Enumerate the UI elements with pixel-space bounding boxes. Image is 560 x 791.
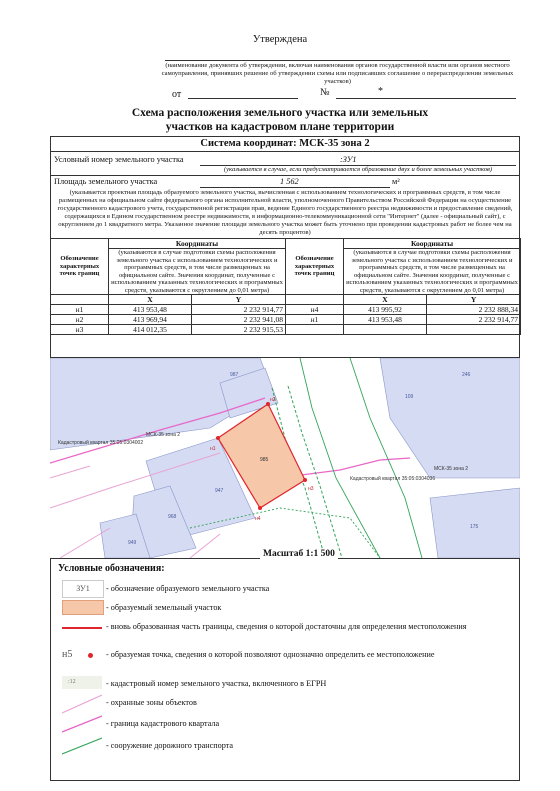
y-value: 2 232 888,34 xyxy=(427,305,521,315)
blank-cell xyxy=(427,325,521,335)
quarter-label: Кадастровый квартал 35:05:0304036 xyxy=(350,476,436,482)
legend-text: - граница кадастрового квартала xyxy=(106,719,220,728)
y-value: 2 232 915,53 xyxy=(192,325,286,335)
x-value: 413 953,48 xyxy=(344,315,427,325)
legend-text: - охранные зоны объектов xyxy=(106,698,197,707)
msk-label: МСК-35 зона 2 xyxy=(434,466,469,472)
col-coords-header: Координаты xyxy=(109,239,286,249)
point-marker xyxy=(258,506,262,510)
divider xyxy=(50,151,520,152)
map-svg xyxy=(50,358,520,558)
point-marker xyxy=(216,436,220,440)
col-points-header: Обозначение характерных точек границ xyxy=(286,239,344,295)
cadastral-map xyxy=(50,357,520,558)
point-label: н1 xyxy=(286,315,344,325)
point-label: н4 xyxy=(255,516,261,522)
document-title xyxy=(60,106,500,134)
area-line xyxy=(200,187,390,188)
legend-text: - вновь образованная часть границы, сведения о которой достаточны для определения местоположения xyxy=(106,622,467,631)
road-line xyxy=(300,358,380,558)
point-label: н4 xyxy=(286,305,344,315)
point-marker xyxy=(303,478,307,482)
number-line xyxy=(336,98,516,99)
parcel-number-label: 175 xyxy=(470,524,479,530)
parcel-number-label: 246 xyxy=(462,372,471,378)
point-label: н2 xyxy=(270,397,276,403)
y-header: Y xyxy=(427,295,521,305)
col-coords-header: Координаты xyxy=(344,239,521,249)
legend-sample-boundary xyxy=(62,627,102,629)
red-dot-icon xyxy=(88,653,93,658)
legend-sample-parcel xyxy=(62,600,104,615)
msk-label: МСК-35 зона 2 xyxy=(146,432,181,438)
x-value: 414 012,35 xyxy=(109,325,192,335)
blank-cell xyxy=(51,295,109,305)
area-value: 1 562 xyxy=(280,177,299,186)
quarter-label: Кадастровый квартал 35:05:0304002 xyxy=(58,440,144,446)
y-value: 2 232 914,77 xyxy=(427,315,521,325)
coordinate-system: Система координат: МСК-35 зона 2 xyxy=(200,138,370,149)
number-label: № xyxy=(320,87,330,98)
title-line-1: Схема расположения земельного участка или земельных xyxy=(131,107,429,119)
area-label: Площадь земельного участка xyxy=(54,177,158,186)
coords-note: (указываются в случае подготовки схемы расположения земельного участка с использованием технологических и программных средств, в том числе размещенных на официальном сайте. Значения координат, полученные с использованием указанных технологических и программных средств, указываются с округлением до 0,01 метра) xyxy=(344,249,521,295)
x-value: 413 953,48 xyxy=(109,305,192,315)
legend-item xyxy=(58,736,518,756)
parcel-number-label: 985 xyxy=(260,457,269,463)
area-note: (указывается проектная площадь образуемого земельного участка, вычисленная с использованием технологических и программных средств, в том числе размещенных на официальном сайте федерального органа исполнительной власти, уполномоченного Правительством Российской Федерации на осуществление государственного кадастрового учета, государственной регистрации прав, ведение Единого государственного реестра недвижимости и предоставление сведений, содержащихся в Едином государственном реестре недвижимости, в информационно-телекоммуникационной сети "Интернет" (далее - официальный сайт), с округлением до 1 квадратного метра. Указанное значение площади земельного участка может быть уточнено при проведении кадастровых работ не более чем на десять процентов) xyxy=(57,189,513,236)
y-value: 2 232 914,77 xyxy=(192,305,286,315)
point-label: н1 xyxy=(210,446,216,452)
approved-heading: Утверждена xyxy=(252,34,308,45)
from-label: от xyxy=(172,89,182,100)
parcel-label: Условный номер земельного участка xyxy=(54,155,184,164)
coordinates-table xyxy=(50,238,521,335)
parcel-number-label: 947 xyxy=(215,488,224,494)
coords-note: (указываются в случае подготовки схемы расположения земельного участка с использованием технологических и программных средств, в том числе размещенных на официальном сайте. Значения координат, полученные с использованием указанных технологических и программных средств, указываются с округлением до 0,01 метра) xyxy=(109,249,286,295)
number-value: * xyxy=(378,86,383,97)
point-label: н2 xyxy=(51,315,109,325)
neighbor-parcel xyxy=(380,358,520,478)
approval-note: (наименование документа об утверждении, включая наименования органов государственной власти или органов местного самоуправления, принявших решение об утверждении схемы или подписавших соглашение о перераспределении земельных участков) xyxy=(161,62,514,85)
legend-item xyxy=(58,600,518,614)
approval-line xyxy=(165,60,510,61)
x-header: X xyxy=(109,295,192,305)
legend-item xyxy=(58,714,518,734)
legend-text: - образуемая точка, сведения о которой позволяют однозначно определить ее местоположение xyxy=(106,650,435,659)
parcel-number-label: 949 xyxy=(128,540,137,546)
legend-text: - образуемый земельный участок xyxy=(106,603,222,612)
parcel-note: (указывается в случае, если предусматривается образование двух и более земельных участков) xyxy=(223,166,493,173)
col-points-header: Обозначение характерных точек границ xyxy=(51,239,109,295)
point-label: н1 xyxy=(51,305,109,315)
y-header: Y xyxy=(192,295,286,305)
x-header: X xyxy=(344,295,427,305)
legend-item xyxy=(58,580,518,596)
legend-item xyxy=(58,649,518,673)
blank-cell xyxy=(286,295,344,305)
x-value: 413 995,92 xyxy=(344,305,427,315)
legend-sample-zu: ЗУ1 xyxy=(62,580,104,598)
legend-item xyxy=(58,693,518,715)
title-line-2: участков на кадастровом плане территории xyxy=(165,121,395,133)
divider xyxy=(50,175,520,176)
legend-sample-quarter xyxy=(62,714,102,734)
point-label: н3 xyxy=(51,325,109,335)
legend-item xyxy=(58,676,518,690)
parcel-number-label: 987 xyxy=(230,372,239,378)
legend-sample-road xyxy=(62,736,102,756)
blank-cell xyxy=(344,325,427,335)
legend-sample-zone xyxy=(62,693,102,715)
x-value: 413 969,94 xyxy=(109,315,192,325)
blank-cell xyxy=(286,325,344,335)
date-line xyxy=(188,98,298,99)
legend-sample-point: н5 xyxy=(62,649,73,660)
parcel-number-label: 109 xyxy=(405,394,414,400)
neighbor-parcel xyxy=(430,488,520,558)
legend-title: Условные обозначения: xyxy=(58,563,165,574)
map-scale: Масштаб 1:1 500 xyxy=(260,549,338,559)
legend-text: - обозначение образуемого земельного участка xyxy=(106,584,270,593)
y-value: 2 232 941,08 xyxy=(192,315,286,325)
area-unit: м² xyxy=(392,177,400,186)
legend-item xyxy=(58,621,518,645)
legend-text: - кадастровый номер земельного участка, включенного в ЕГРН xyxy=(106,679,327,688)
parcel-number-label: 968 xyxy=(168,514,177,520)
legend-text: - сооружение дорожного транспорта xyxy=(106,741,234,750)
parcel-value: :ЗУ1 xyxy=(340,155,357,164)
point-label: н3 xyxy=(308,486,314,492)
legend-sample-cadastral: :12 xyxy=(62,676,102,689)
